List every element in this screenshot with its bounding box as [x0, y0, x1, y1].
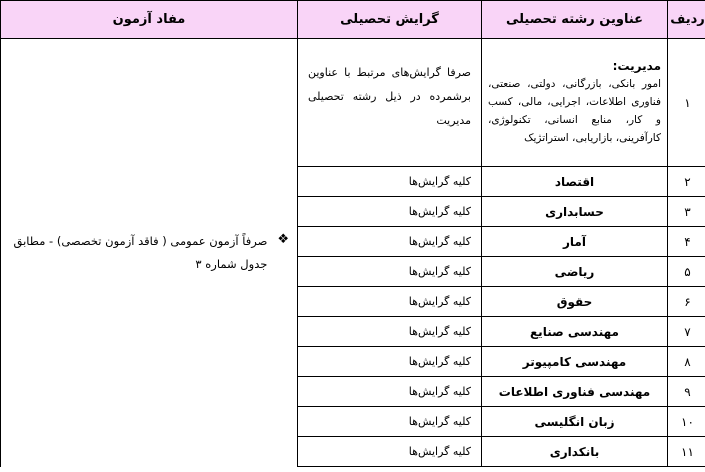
row-number: ۸: [668, 347, 705, 377]
field-name: آمار: [482, 227, 668, 257]
orientation-text: کلیه گرایش‌ها: [298, 287, 482, 317]
header-row-no: ردیف: [668, 1, 705, 39]
orientation-text: کلیه گرایش‌ها: [298, 257, 482, 287]
row-number: ۶: [668, 287, 705, 317]
field-description: امور بانکی، بازرگانی، دولتی، صنعتی، فناوری اطلاعات، اجرایی، مالی، کسب و کار، منابع انسانی، تکنولوژی، کارآفرینی، بازاریابی، استراتژیک: [488, 77, 661, 144]
field-name: حسابداری: [482, 197, 668, 227]
diamond-bullet-icon: ❖: [277, 231, 289, 247]
field-name: مهندسی کامپیوتر: [482, 347, 668, 377]
header-orientation: گرایش تحصیلی: [298, 1, 482, 39]
field-name: حقوق: [482, 287, 668, 317]
row-number: ۹: [668, 377, 705, 407]
row-number: ۳: [668, 197, 705, 227]
field-name: مهندسی صنایع: [482, 317, 668, 347]
orientation-text: کلیه گرایش‌ها: [298, 407, 482, 437]
exam-content-text: صرفاً آزمون عمومی ( فاقد آزمون تخصصی) - مطابق جدول شماره ۳: [13, 233, 268, 271]
field-title: مدیریت:: [612, 58, 661, 73]
orientation-text: کلیه گرایش‌ها: [298, 347, 482, 377]
orientation-text: صرفا گرایش‌های مرتبط با عناوین برشمرده در ذیل رشته تحصیلی مدیریت: [308, 66, 471, 127]
orientation-text: کلیه گرایش‌ها: [298, 437, 482, 467]
table-row: [1, 39, 705, 167]
row-number: ۴: [668, 227, 705, 257]
field-name: مهندسی فناوری اطلاعات: [482, 377, 668, 407]
exam-content: [1, 230, 297, 276]
row-number: ۵: [668, 257, 705, 287]
table-header-row: [1, 1, 705, 39]
orientation-text: کلیه گرایش‌ها: [298, 197, 482, 227]
row-number: ۷: [668, 317, 705, 347]
field-name: بانکداری: [482, 437, 668, 467]
field-cell: [482, 39, 668, 167]
header-exam: مفاد آزمون: [1, 1, 298, 39]
field-name: زبان انگلیسی: [482, 407, 668, 437]
row-number: ۱۰: [668, 407, 705, 437]
orientation-text: کلیه گرایش‌ها: [298, 377, 482, 407]
exam-content-cell: [1, 39, 298, 467]
header-field: عناوین رشته تحصیلی: [482, 1, 668, 39]
row-number: ۲: [668, 167, 705, 197]
orientation-cell: [298, 39, 482, 167]
row-number: ۱: [668, 39, 705, 167]
row-number: ۱۱: [668, 437, 705, 467]
field-name: ریاضی: [482, 257, 668, 287]
orientation-text: کلیه گرایش‌ها: [298, 317, 482, 347]
orientation-text: کلیه گرایش‌ها: [298, 227, 482, 257]
orientation-text: کلیه گرایش‌ها: [298, 167, 482, 197]
field-name: اقتصاد: [482, 167, 668, 197]
